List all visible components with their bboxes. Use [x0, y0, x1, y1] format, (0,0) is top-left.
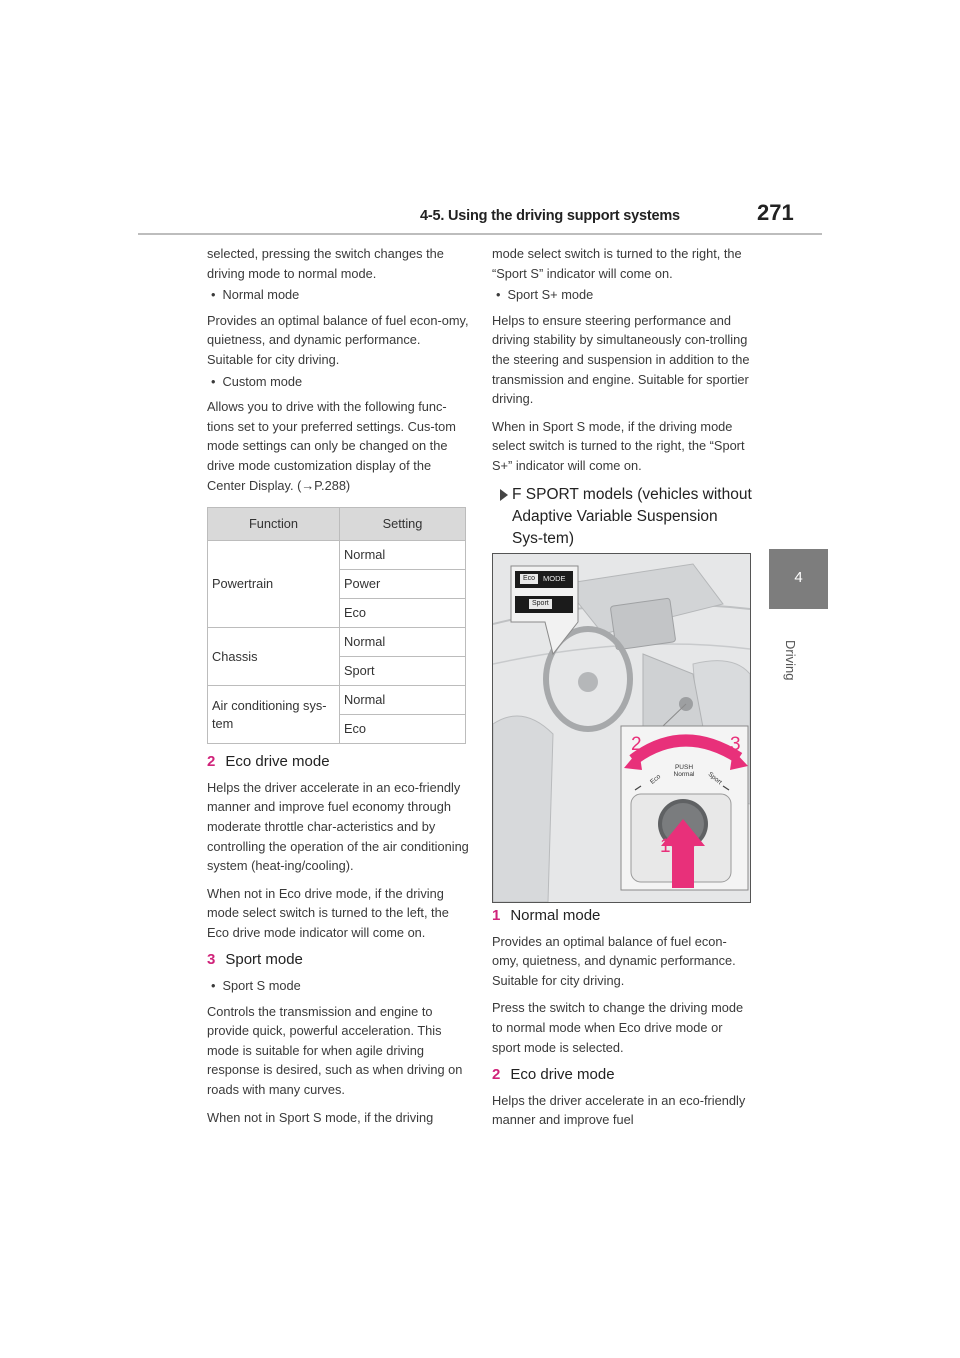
paragraph: Controls the transmission and engine to provide quick, powerful acceleration. This mode is suitable for when agile driving response is desired, such as when driving on roads with many curves. [207, 1003, 463, 1098]
paragraph: Press the switch to change the driving mode to normal mode when Eco drive mode or sport mode is selected. [492, 1000, 744, 1055]
paragraph: Helps the driver accelerate in an eco-friendly manner and improve fuel economy through moderate throttle char-acteristics and by controlling the operation of the air conditioning system (heat-ing/cooling). [207, 779, 469, 874]
paragraph: When in Sport S mode, if the driving mode select switch is turned to the right, the “Sport S+” indicator will come on. [492, 418, 745, 473]
mode-text: MODE [543, 574, 566, 583]
eco-mode-indicator [515, 571, 573, 588]
function-cell: Air conditioning sys-tem [208, 686, 340, 744]
table-row [208, 541, 466, 570]
callout-2: 2 [631, 734, 642, 755]
paragraph: Allows you to drive with the following func-tions set to your preferred settings. Cus-tom mode settings can only be changed on the drive mode customization display of the Center Display. (→P.288) [207, 399, 456, 493]
sport-indicator [515, 596, 573, 613]
paragraph: mode select switch is turned to the right, the “Sport S” indicator will come on. [492, 246, 742, 281]
table-row [208, 628, 466, 657]
section-title: 4-5. Using the driving support systems [420, 208, 680, 224]
right-column-lower [492, 906, 752, 1138]
subheading-f-sport: F SPORT models (vehicles without Adaptive Variable Suspension Sys-tem) [492, 484, 752, 550]
setting-cell: Normal [340, 541, 466, 570]
setting-cell: Normal [340, 686, 466, 715]
function-cell: Powertrain [208, 541, 340, 628]
paragraph: Provides an optimal balance of fuel econ-omy, quietness, and dynamic performance. Suitable for city driving. [207, 312, 469, 367]
setting-cell: Normal [340, 628, 466, 657]
chapter-number: 4 [794, 569, 803, 586]
right-column [492, 244, 752, 560]
eco-badge: Eco [520, 574, 538, 584]
setting-cell: Sport [340, 657, 466, 686]
dial-eco-label: Eco [649, 773, 663, 786]
heading-eco-drive-mode: 2 Eco drive mode [492, 1066, 615, 1084]
bullet-sport-s-mode: • Sport S mode [207, 976, 469, 996]
function-cell: Chassis [208, 628, 340, 686]
table-header: Setting [340, 508, 466, 541]
dial-sport-label: Sport [706, 770, 723, 787]
paragraph: selected, pressing the switch changes the driving mode to normal mode. [207, 246, 444, 281]
setting-cell: Eco [340, 599, 466, 628]
dial-normal-label: Normal [673, 771, 695, 778]
setting-cell: Eco [340, 715, 466, 744]
dial-push-label: PUSH [674, 764, 694, 771]
paragraph: When not in Eco drive mode, if the driving mode select switch is turned to the left, the Eco drive mode indicator will come on. [207, 885, 449, 940]
setting-cell: Power [340, 570, 466, 599]
paragraph: Helps the driver accelerate in an eco-friendly manner and improve fuel [492, 1092, 746, 1128]
sport-badge: Sport [529, 599, 552, 609]
heading-normal-mode: 1 Normal mode [492, 907, 601, 924]
table-header: Function [208, 508, 340, 541]
callout-1: 1 [660, 836, 671, 857]
bullet-sport-s-plus-mode: • Sport S+ mode [492, 285, 752, 305]
heading-eco-drive-mode: 2 Eco drive mode [207, 753, 330, 771]
paragraph: When not in Sport S mode, if the driving [207, 1109, 434, 1125]
bullet-normal-mode: • Normal mode [207, 285, 469, 305]
page-number: 271 [757, 200, 794, 225]
bullet-custom-mode: • Custom mode [207, 372, 469, 392]
chapter-label: Driving [783, 640, 798, 681]
triangle-bullet-icon [500, 489, 508, 501]
paragraph: Provides an optimal balance of fuel econ-omy, quietness, and dynamic performance. Suitable for city driving. [492, 933, 736, 988]
paragraph: Helps to ensure steering performance and driving stability by simultaneously con-trolling the steering and suspension in addition to the transmission and engine. Suitable for sportier driving. [492, 312, 750, 407]
drive-mode-illustration [492, 553, 751, 903]
function-table [207, 507, 466, 744]
table-row [208, 686, 466, 715]
callout-3: 3 [730, 734, 741, 755]
left-column [207, 244, 469, 1135]
heading-sport-mode: 3 Sport mode [207, 951, 303, 969]
header-rule [138, 233, 822, 235]
